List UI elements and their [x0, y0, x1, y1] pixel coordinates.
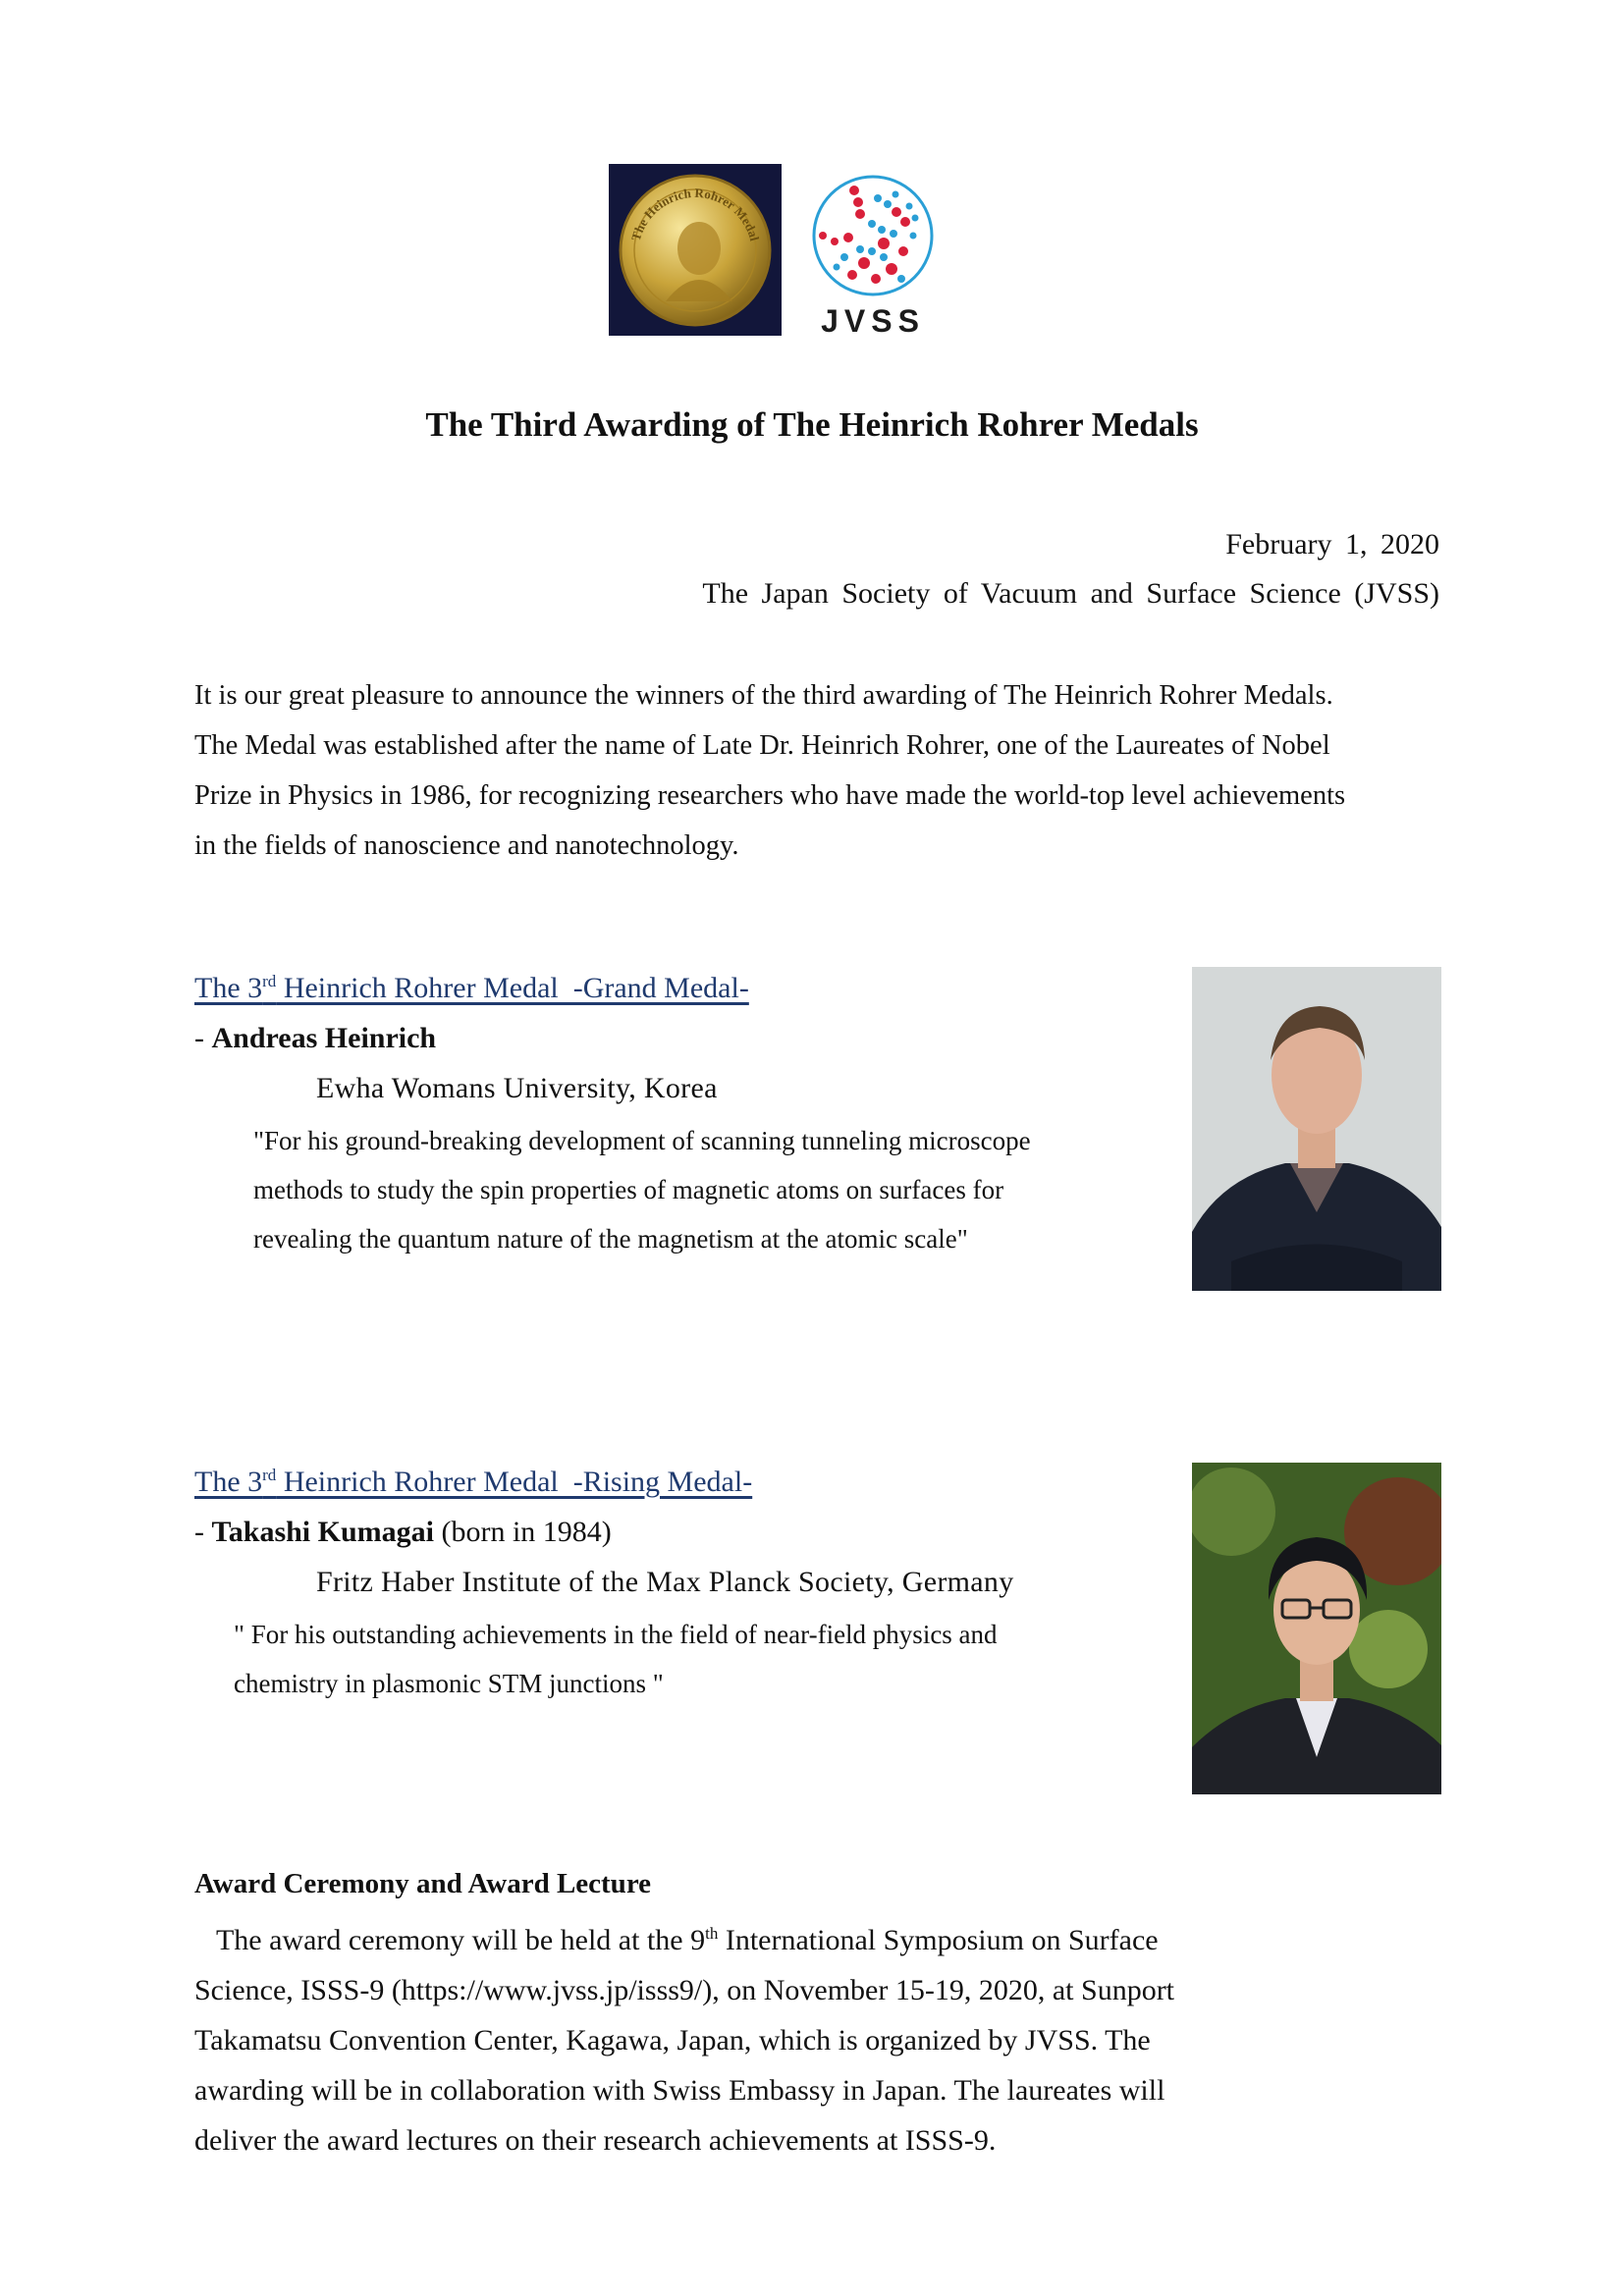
heading-text: The 3 — [194, 1466, 263, 1498]
intro-line: in the fields of nanoscience and nanotechnology. — [194, 830, 739, 861]
citation-line: methods to study the spin properties of magnetic atoms on surfaces for — [253, 1175, 1004, 1204]
ordinal-suffix: rd — [262, 1466, 277, 1484]
heading-text: The 3 — [194, 972, 263, 1004]
rising-medal-citation — [234, 1610, 1176, 1708]
ceremony-text: International Symposium on Surface — [718, 1924, 1159, 1956]
gold-medal-icon — [609, 164, 782, 336]
ceremony-line: deliver the award lectures on their research achievements at ISSS-9. — [194, 2124, 997, 2157]
portrait-icon — [1192, 967, 1441, 1291]
bullet: - — [194, 1022, 212, 1054]
portrait-icon — [1192, 1463, 1441, 1794]
grand-medal-winner — [194, 1022, 436, 1055]
intro-line: It is our great pleasure to announce the winners of the third awarding of The Heinrich Rohrer Medals. — [194, 680, 1333, 711]
citation-line: revealing the quantum nature of the magnetism at the atomic scale" — [253, 1224, 968, 1254]
ceremony-paragraph — [194, 1908, 1471, 2165]
ceremony-line: Science, ISSS-9 (https://www.jvss.jp/isss9/), on November 15-19, 2020, at Sunport — [194, 1974, 1175, 2006]
ordinal-suffix: th — [705, 1924, 719, 1943]
ordinal-suffix: rd — [262, 972, 277, 990]
citation-line: chemistry in plasmonic STM junctions " — [234, 1669, 664, 1698]
ceremony-text: The award ceremony will be held at the 9 — [194, 1924, 706, 1956]
intro-line: Prize in Physics in 1986, for recognizing researchers who have made the world-top level achievements — [194, 780, 1346, 811]
heading-text: Heinrich Rohrer Medal -Grand Medal- — [276, 972, 749, 1004]
ceremony-line: awarding will be in collaboration with Swiss Embassy in Japan. The laureates will — [194, 2074, 1165, 2107]
heading-text: Heinrich Rohrer Medal -Rising Medal- — [276, 1466, 753, 1498]
winner-name: Takashi Kumagai — [211, 1516, 434, 1548]
intro-line: The Medal was established after the name of Late Dr. Heinrich Rohrer, one of the Laureates of Nobel — [194, 730, 1330, 761]
grand-medal-affiliation: Ewha Womans University, Korea — [316, 1072, 718, 1104]
rising-medal-heading — [194, 1466, 752, 1499]
winner-name: Andreas Heinrich — [211, 1022, 437, 1054]
issuing-organization: The Japan Society of Vacuum and Surface Science (JVSS) — [702, 577, 1439, 610]
grand-medal-heading — [194, 972, 749, 1005]
takashi-kumagai-photo — [1192, 1463, 1441, 1794]
grand-medal-citation — [253, 1116, 1196, 1263]
announcement-date: February 1, 2020 — [1225, 528, 1439, 561]
intro-paragraph — [194, 670, 1451, 871]
ceremony-heading: Award Ceremony and Award Lecture — [194, 1868, 652, 1899]
birth-year-note: (born in 1984) — [433, 1516, 612, 1548]
bullet: - — [194, 1516, 212, 1548]
heinrich-rohrer-medal-logo — [609, 164, 782, 336]
jvss-logo-text: JVSS — [821, 303, 925, 339]
svg-text:The Heinrich Rohrer Medal: The Heinrich Rohrer Medal — [627, 185, 763, 243]
jvss-emblem-icon — [803, 173, 943, 340]
ceremony-line — [194, 1908, 1471, 1965]
citation-line: " For his outstanding achievements in the field of near-field physics and — [234, 1620, 998, 1649]
andreas-heinrich-photo — [1192, 967, 1441, 1291]
rising-medal-winner — [194, 1516, 612, 1549]
rising-medal-affiliation: Fritz Haber Institute of the Max Planck Society, Germany — [316, 1566, 1014, 1598]
page-title: The Third Awarding of The Heinrich Rohrer Medals — [425, 405, 1199, 444]
citation-line: "For his ground-breaking development of scanning tunneling microscope — [253, 1126, 1031, 1155]
ceremony-line: Takamatsu Convention Center, Kagawa, Japan, which is organized by JVSS. The — [194, 2024, 1151, 2056]
jvss-logo — [803, 173, 943, 340]
